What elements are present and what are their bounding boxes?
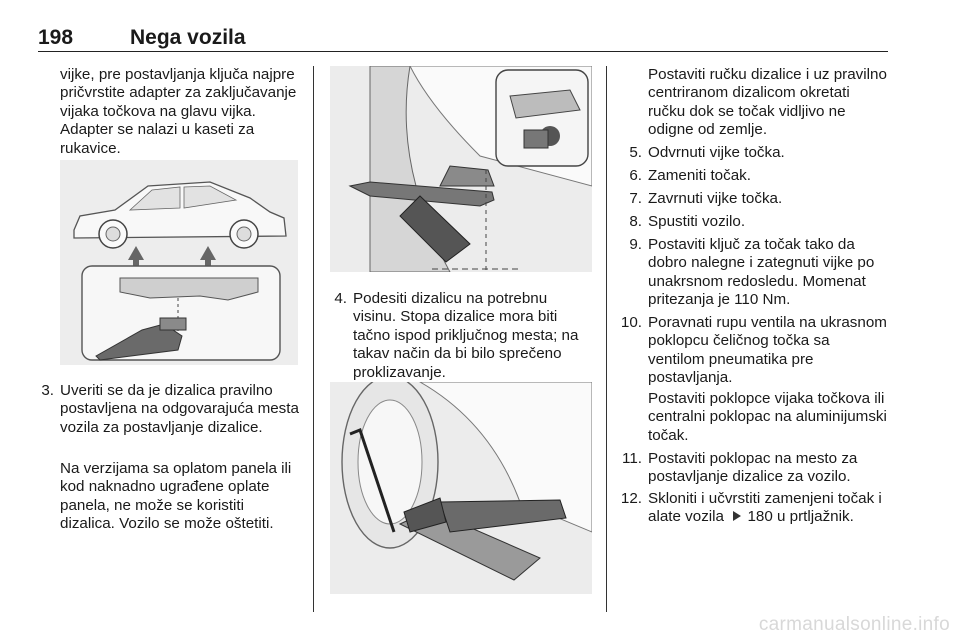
- page-title: Nega vozila: [130, 26, 246, 49]
- figure-car-jack-points: [60, 160, 298, 365]
- page-header: [38, 22, 888, 52]
- page-number: 198: [38, 26, 74, 49]
- page-reference-link[interactable]: 180 u prtljažnik.: [743, 508, 854, 526]
- column-divider: [313, 66, 314, 612]
- figure-jack-raising: [330, 382, 592, 594]
- watermark: carmanualsonline.info: [758, 614, 950, 635]
- list-item-note: Postaviti poklopce vijaka točkova ili centralni poklopac na aluminijumski točak.: [648, 390, 887, 444]
- figure-jack-under-car: [330, 66, 592, 272]
- intro-paragraph-col3: Postaviti ručku dizalice i uz pravilno centriranom dizalicom okretati ručku dok se točak vidljivo ne odigne od zemlje.: [648, 66, 887, 139]
- header-rule: [38, 51, 888, 52]
- intro-paragraph: vijke, pre postavljanja ključa najpre pričvrstite adapter za zaključavanje vijaka točkova na glavu vijka. Adapter se nalazi u kaseti za rukavice.: [60, 66, 297, 157]
- list-item-text: Skloniti i učvrstiti zamenjeni točak i alate vozila: [648, 490, 882, 526]
- page-reference-icon: [733, 511, 741, 521]
- list-item-note: Na verzijama sa oplatom panela ili kod naknadno ugrađene oplate panela, ne može se koristiti dizalica. Vozilo se može oštetiti.: [60, 460, 292, 533]
